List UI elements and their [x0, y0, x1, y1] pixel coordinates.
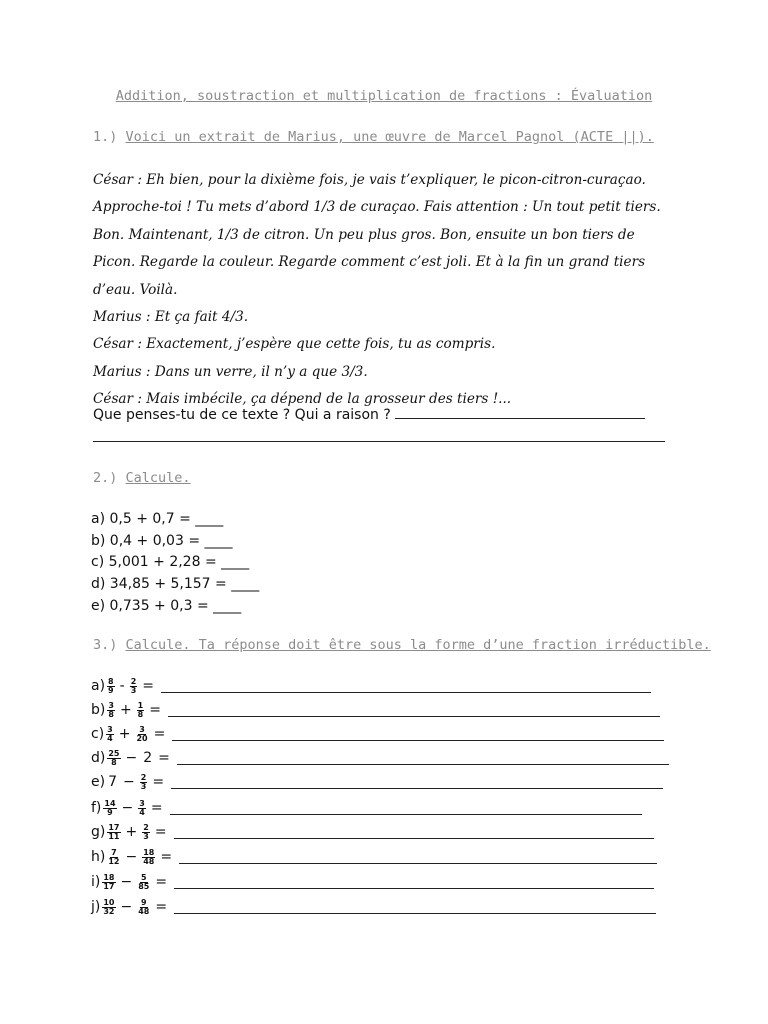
answer-line[interactable] [174, 826, 654, 839]
fraction-a [107, 849, 120, 866]
answer-line[interactable] [161, 680, 651, 693]
exercise-label: j) [91, 899, 101, 915]
answer-line[interactable] [170, 802, 642, 815]
exercise-label: f) [91, 800, 102, 816]
exercise-item: d) 34,85 + 5,157 = ____ [91, 576, 260, 593]
equals-sign: = [149, 702, 161, 718]
section-2-number: 2.) [93, 470, 118, 486]
dialogue-line: Marius : Et ça fait 4/3. [93, 309, 249, 326]
question-text: Que penses-tu de ce texte ? Qui a raison ? [93, 407, 391, 423]
whole-number: 2 [143, 750, 153, 766]
numerator: 3 [139, 724, 145, 734]
fraction-b [137, 899, 150, 916]
fraction-b [135, 726, 148, 743]
numerator: 25 [108, 748, 120, 758]
equals-sign: = [158, 750, 170, 766]
dialogue-line: César : Exactement, j’espère que cette fois, tu as compris. [93, 336, 496, 353]
fraction-b [137, 702, 145, 719]
denominator: 3 [140, 781, 147, 791]
exercise-item: a) 0,5 + 0,7 = ____ [91, 511, 224, 527]
fraction-exercise-row [91, 723, 664, 745]
whole-number: 7 [108, 774, 117, 790]
section-2-heading [93, 470, 191, 486]
section-3-number: 3.) [93, 637, 118, 653]
answer-line[interactable] [177, 752, 669, 765]
fraction-exercise-row [91, 675, 651, 697]
fraction-exercise-row [91, 747, 669, 769]
operator: − [121, 800, 134, 816]
denominator: 3 [130, 685, 137, 695]
answer-line[interactable] [171, 776, 663, 789]
numerator: 18 [143, 847, 155, 857]
answer-line[interactable] [395, 405, 645, 419]
denominator: 11 [108, 831, 120, 841]
answer-line[interactable] [168, 704, 660, 717]
equals-sign: = [154, 824, 167, 840]
denominator: 8 [108, 709, 114, 719]
denominator: 4 [139, 807, 145, 817]
denominator: 8 [111, 757, 117, 767]
fraction-exercise-row [91, 699, 660, 721]
exercise-label: i) [91, 874, 101, 890]
numerator: 3 [108, 700, 114, 710]
denominator: 12 [108, 856, 120, 866]
operator: - [119, 678, 125, 694]
operator: − [125, 849, 138, 865]
operator: − [120, 874, 133, 890]
fraction-b [142, 849, 155, 866]
denominator: 4 [107, 733, 113, 743]
denominator: 48 [138, 906, 150, 916]
numerator: 3 [139, 798, 145, 808]
question-1 [93, 405, 645, 423]
denominator: 9 [107, 807, 113, 817]
numerator: 18 [103, 872, 115, 882]
section-3-heading [93, 637, 711, 653]
equals-sign: = [155, 874, 168, 890]
fraction-a [103, 800, 116, 817]
dialogue-line: César : Mais imbécile, ça dépend de la grosseur des tiers !... [93, 391, 512, 408]
section-1-number: 1.) [93, 129, 118, 145]
denominator: 32 [103, 906, 115, 916]
exercise-label: c) [91, 726, 105, 742]
numerator: 5 [141, 872, 147, 882]
numerator: 7 [111, 847, 117, 857]
fraction-a [107, 824, 120, 841]
denominator: 9 [108, 685, 114, 695]
dialogue-excerpt [93, 167, 673, 414]
fraction-a [102, 899, 115, 916]
fraction-a [107, 750, 120, 767]
fraction-b [140, 774, 148, 791]
denominator: 20 [136, 733, 148, 743]
section-1-heading [93, 129, 654, 145]
numerator: 14 [104, 798, 116, 808]
denominator: 8 [137, 709, 144, 719]
exercise-label: e) [91, 774, 106, 790]
answer-line-full[interactable] [93, 441, 665, 442]
equals-sign: = [152, 774, 165, 790]
exercise-label: h) [91, 849, 106, 865]
section-1-title: Voici un extrait de Marius, une œuvre de Marcel Pagnol (ACTE ||). [125, 129, 654, 145]
answer-line[interactable] [174, 901, 656, 914]
fraction-exercise-row [91, 797, 642, 819]
operator: + [119, 702, 132, 718]
equals-sign: = [150, 800, 163, 816]
numerator: 10 [103, 897, 115, 907]
answer-line[interactable] [174, 876, 654, 889]
numerator: 8 [108, 676, 114, 686]
fraction-b [137, 874, 150, 891]
operator: + [118, 726, 131, 742]
exercise-label: g) [91, 824, 106, 840]
fraction-a [106, 726, 114, 743]
fraction-a [102, 874, 115, 891]
dialogue-line: César : Eh bien, pour la dixième fois, je vais t’expliquer, le picon-citron-curaçao. Approche-toi ! Tu mets d’abord 1/3 de curaçao. Fais attention : Un tout petit tiers. Bon. Maintenant, 1/3 de citron. Un peu plus gros. Bon, ensuite un bon tiers de Picon. Regarde la couleur. Regarde comment c’est joli. Et à la fin un grand tiers d’eau. Voilà. [93, 172, 661, 298]
fraction-exercise-row [91, 821, 654, 843]
fraction-b [130, 678, 138, 695]
answer-line[interactable] [179, 851, 657, 864]
numerator: 2 [140, 772, 147, 782]
section-3-title: Calcule. Ta réponse doit être sous la forme d’une fraction irréductible. [125, 637, 711, 653]
fraction-exercise-row [91, 896, 656, 918]
exercise-label: b) [91, 702, 106, 718]
denominator: 3 [143, 831, 149, 841]
denominator: 85 [138, 881, 150, 891]
denominator: 48 [143, 856, 155, 866]
section-2-title: Calcule. [125, 470, 191, 486]
equals-sign: = [155, 899, 168, 915]
fraction-exercise-row [91, 846, 657, 868]
exercise-label: a) [91, 678, 106, 694]
fraction-b [138, 800, 146, 817]
operator: − [120, 899, 133, 915]
operator: − [125, 750, 138, 766]
answer-line[interactable] [172, 728, 664, 741]
operator: + [125, 824, 138, 840]
numerator: 17 [108, 822, 120, 832]
fraction-b [142, 824, 150, 841]
dialogue-line: Marius : Dans un verre, il n’y a que 3/3. [93, 363, 368, 380]
equals-sign: = [160, 849, 173, 865]
fraction-a [107, 702, 115, 719]
exercise-item: e) 0,735 + 0,3 = ____ [91, 597, 242, 614]
numerator: 1 [137, 700, 144, 710]
fraction-a [107, 678, 115, 695]
equals-sign: = [153, 726, 166, 742]
fraction-exercise-row [91, 771, 663, 793]
operator: − [123, 774, 135, 790]
fraction-exercise-row [91, 871, 654, 893]
exercise-item: b) 0,4 + 0,03 = ____ [91, 532, 233, 549]
numerator: 3 [107, 724, 113, 734]
denominator: 17 [103, 881, 115, 891]
numerator: 2 [130, 676, 137, 686]
numerator: 2 [143, 822, 149, 832]
numerator: 9 [141, 897, 147, 907]
decimal-exercises [91, 509, 259, 618]
equals-sign: = [142, 678, 154, 694]
exercise-label: d) [91, 750, 106, 766]
exercise-item: c) 5,001 + 2,28 = ____ [91, 554, 250, 571]
page-title: Addition, soustraction et multiplication de fractions : Évaluation [115, 88, 653, 104]
